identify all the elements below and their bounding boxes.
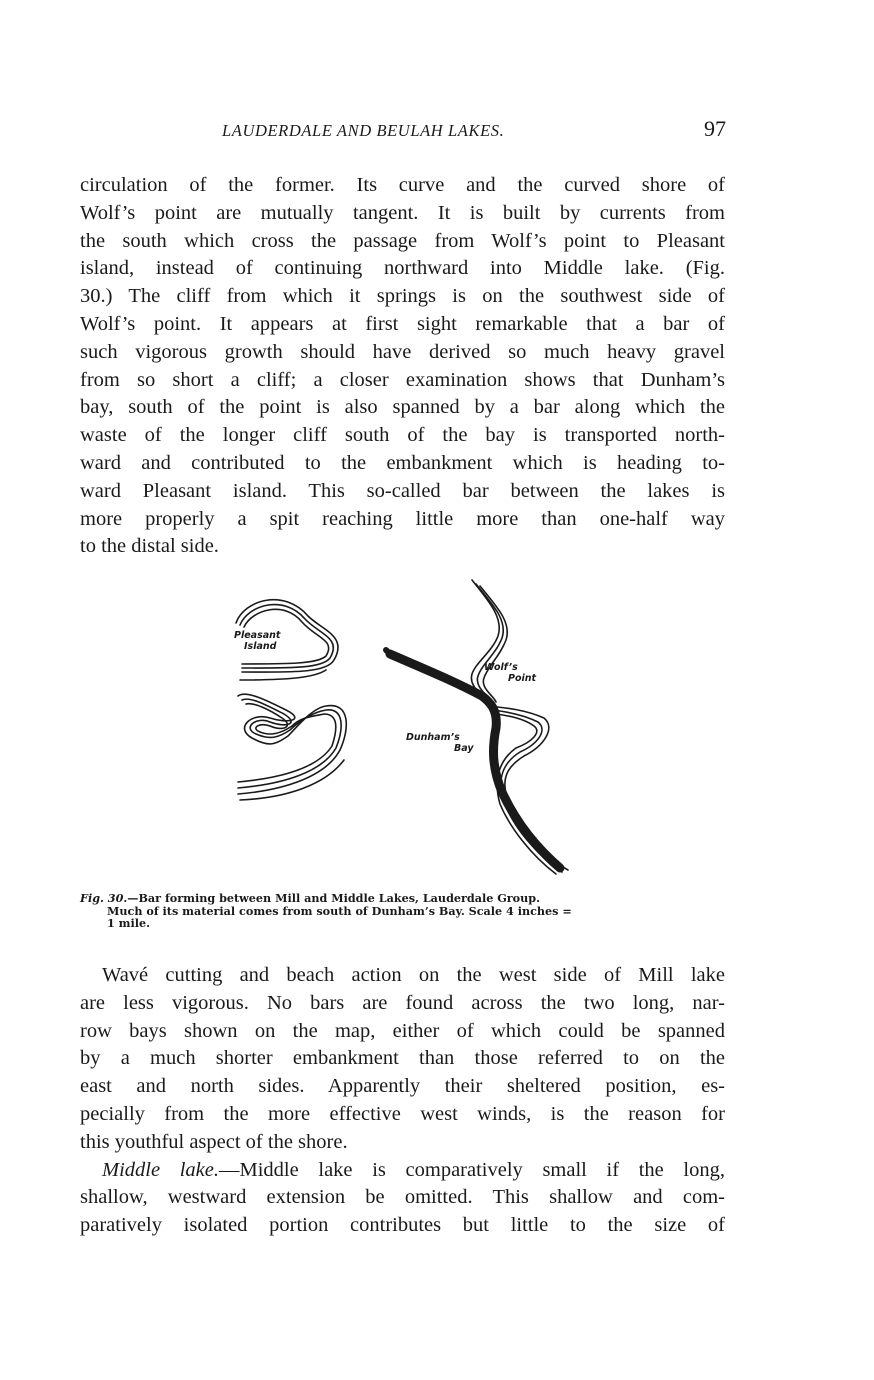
- text-line: this youthful aspect of the shore.: [80, 1130, 348, 1153]
- text-line: from so short a cliff; a closer examination shows that Dunham’s: [80, 368, 725, 391]
- text-line: are less vigorous. No bars are found across the two long, nar-: [80, 991, 725, 1014]
- paragraph-2: [80, 962, 725, 1240]
- text-line: 30.) The cliff from which it springs is on the southwest side of: [80, 285, 725, 308]
- text-line: more properly a spit reaching little more than one-half way: [80, 507, 725, 530]
- caption-line: [80, 892, 725, 905]
- dunhams-label-line: Bay: [454, 743, 474, 754]
- pleasant-label-line: Island: [244, 641, 277, 652]
- running-title: LAUDERDALE AND BEULAH LAKES.: [222, 121, 505, 140]
- pleasant-label-line: Pleasant: [234, 630, 281, 641]
- figure-30-map: [226, 578, 586, 878]
- dunhams-label-line: Dunham’s: [406, 732, 460, 743]
- section-heading-middle-lake: Middle lake.: [102, 1158, 219, 1181]
- text-run: —Middle lake is comparatively small if the long,: [219, 1158, 725, 1181]
- wolfs-label-line: Wolf’s: [484, 662, 518, 673]
- caption-line: Much of its material comes from south of Dunham’s Bay. Scale 4 inches =: [107, 903, 572, 918]
- text-line: such vigorous growth should have derived so much heavy gravel: [80, 340, 725, 363]
- text-line: island, instead of continuing northward into Middle lake. (Fig.: [80, 257, 725, 280]
- page-number: 97: [704, 116, 726, 141]
- text-line: the south which cross the passage from Wolf’s point to Pleasant: [80, 229, 725, 252]
- pleasant-island-label: [234, 630, 280, 652]
- paragraph-1: [80, 172, 725, 561]
- text-line: ward and contributed to the embankment which is heading to-: [80, 451, 725, 474]
- text-line: bay, south of the point is also spanned by a bar along which the: [80, 396, 725, 419]
- text-line: ward Pleasant island. This so-called bar between the lakes is: [80, 479, 725, 502]
- figure-caption: [80, 892, 725, 930]
- text-line: [80, 1157, 725, 1185]
- text-line: Wolf’s point. It appears at first sight remarkable that a bar of: [80, 312, 725, 335]
- wolfs-point-label: [484, 662, 536, 684]
- text-line: shallow, westward extension be omitted. This shallow and com-: [80, 1186, 725, 1209]
- text-line: paratively isolated portion contributes but little to the size of: [80, 1214, 725, 1237]
- text-line: circulation of the former. Its curve and the curved shore of: [80, 174, 725, 196]
- text-line: row bays shown on the map, either of which could be spanned: [80, 1019, 725, 1042]
- text-line: to the distal side.: [80, 535, 219, 558]
- text-line: by a much shorter embankment than those referred to on the: [80, 1047, 725, 1070]
- wolfs-point-shore: [471, 580, 507, 706]
- text-line: Wolf’s point are mutually tangent. It is built by currents from: [80, 201, 725, 224]
- caption-text: —Bar forming between Mill and Middle Lakes, Lauderdale Group.: [127, 891, 540, 905]
- text-line: east and north sides. Apparently their sheltered position, es-: [80, 1075, 725, 1098]
- text-line: waste of the longer cliff south of the bay is transported north-: [80, 424, 725, 447]
- text-line: pecially from the more effective west winds, is the reason for: [80, 1102, 725, 1125]
- caption-line: 1 mile.: [107, 916, 151, 931]
- running-head: [80, 115, 726, 145]
- dunhams-bay-label: [406, 732, 474, 754]
- caption-lead: Fig. 30.: [80, 891, 128, 905]
- shoreline-map-drawing: [226, 578, 586, 878]
- southern-shoreline: [238, 694, 346, 800]
- text-line: Wavé cutting and beach action on the west side of Mill lake: [102, 964, 725, 986]
- wolfs-label-line: Point: [508, 673, 537, 684]
